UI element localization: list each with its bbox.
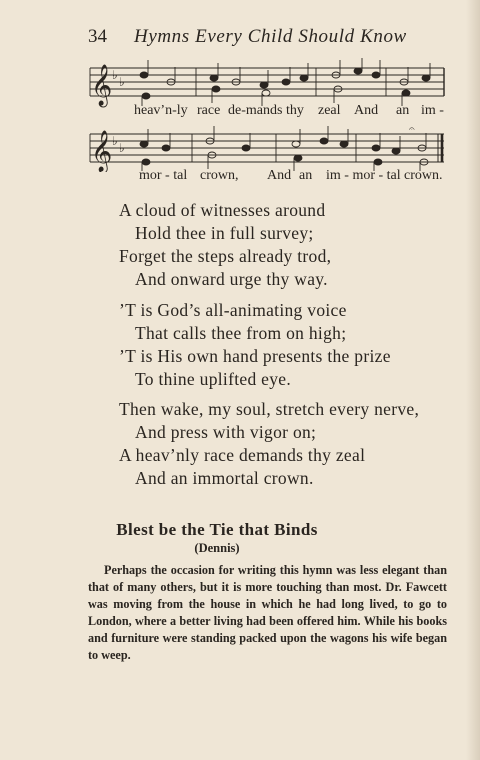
verse-line: ’T is God’s all-animating voice: [119, 300, 347, 320]
verse-line: Then wake, my soul, stretch every nerve,: [119, 399, 420, 419]
svg-text:𝄐: 𝄐: [409, 124, 415, 135]
running-title: Hymns Every Child Should Know: [134, 26, 407, 47]
music-notation-1: [86, 58, 448, 108]
verse-line: A cloud of witnesses around: [119, 200, 326, 220]
lyric-syllable: And: [354, 103, 379, 118]
lyric-syllable: im -: [421, 103, 444, 118]
stanza-3: [119, 398, 419, 490]
svg-text:♭: ♭: [119, 75, 125, 89]
lyric-syllable: thy: [286, 103, 304, 118]
stanza-2: [119, 299, 391, 391]
lyric-syllable: race: [197, 103, 221, 118]
hymn-title: Blest be the Tie that Binds: [116, 520, 318, 539]
verse-line: And an immortal crown.: [135, 468, 314, 488]
story-paragraph: Perhaps the occasion for writing this hymn was less elegant than that of many others, but it is more touching than most. Dr. Fawcett was moving from the house in which he had long lived, to go to London, where a better living had been offered him. While his books and furniture were standing packed upon the wagons his wife began to weep.: [88, 563, 447, 662]
lyric-syllable: an: [299, 168, 313, 183]
lyric-syllable: an: [396, 103, 410, 118]
verse-line: A heav’nly race demands thy zeal: [119, 445, 366, 465]
lyric-syllable: crown.: [404, 168, 443, 183]
music-staff-1: [86, 58, 448, 108]
verse-line: And onward urge thy way.: [135, 269, 328, 289]
stanza-1: [119, 199, 331, 291]
lyric-syllable: de-mands: [228, 103, 283, 118]
page-number: 34: [88, 26, 107, 47]
lyric-syllable: mor - tal: [139, 168, 188, 183]
lyric-syllable: heav’n-ly: [134, 103, 188, 118]
music-staff-2: [86, 122, 448, 172]
lyrics-line-1: [0, 103, 480, 121]
music-notation-2: [86, 122, 448, 172]
svg-text:𝄞: 𝄞: [91, 65, 113, 106]
hymn-story: [88, 562, 447, 664]
verse-line: To thine uplifted eye.: [135, 369, 292, 389]
svg-text:♭: ♭: [112, 68, 118, 82]
svg-text:♭: ♭: [119, 141, 125, 155]
lyric-syllable: And: [267, 168, 292, 183]
lyric-syllable: im - mor - tal: [326, 168, 401, 183]
verse-line: ’T is His own hand presents the prize: [119, 346, 391, 366]
lyrics-line-2: [0, 168, 480, 186]
hymn-tune-name: (Dennis): [194, 541, 240, 555]
lyric-syllable: crown,: [200, 168, 239, 183]
verse-line: Forget the steps already trod,: [119, 246, 332, 266]
svg-text:𝄞: 𝄞: [91, 131, 113, 172]
lyric-syllable: zeal: [318, 103, 341, 118]
verse-line: Hold thee in full survey;: [135, 223, 314, 243]
svg-text:♭: ♭: [112, 134, 118, 148]
verse-line: And press with vigor on;: [135, 422, 317, 442]
page-header: [88, 26, 408, 50]
verse-line: That calls thee from on high;: [135, 323, 347, 343]
